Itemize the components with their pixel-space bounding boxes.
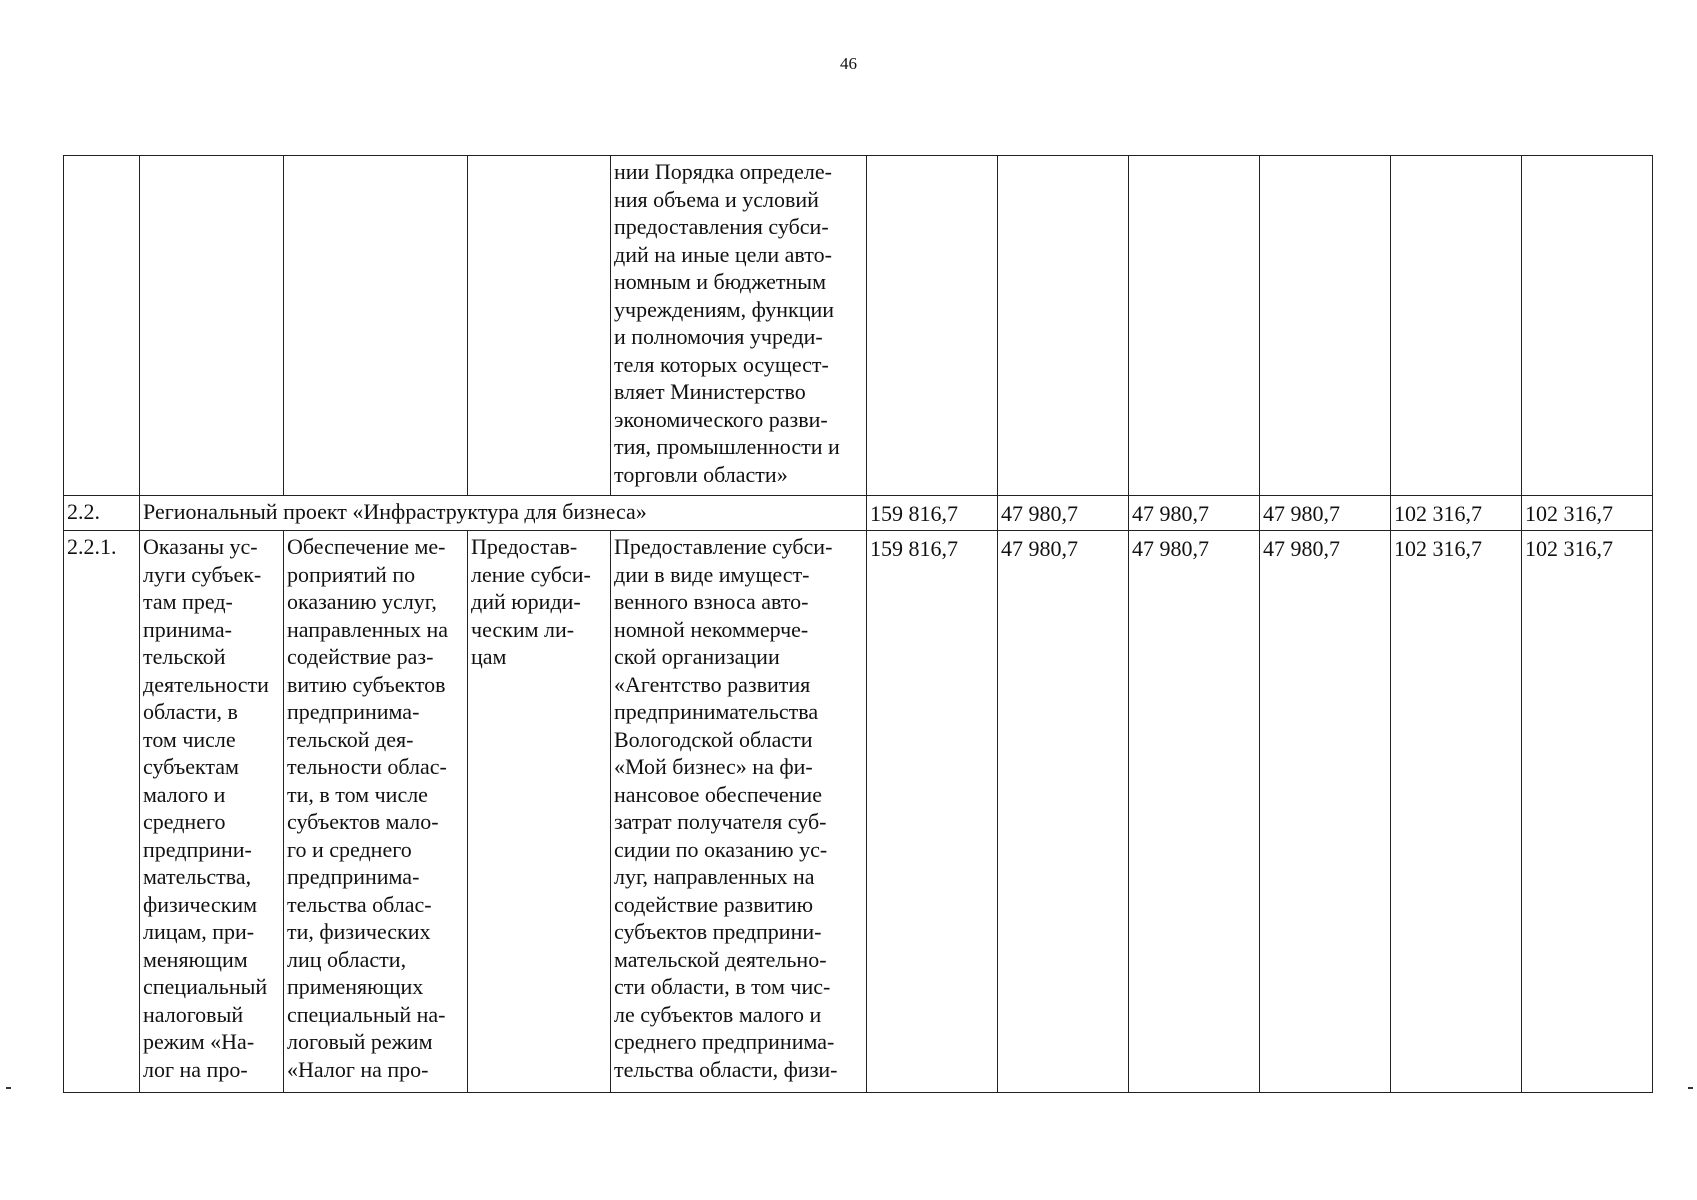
value-cell: 159 816,7 — [867, 496, 998, 531]
value-cell: 47 980,7 — [1260, 531, 1391, 1093]
continuation-text-cell: нии Порядка определе- ния объема и условий предоставления субси- дий на иные цели авто- номным и бюджетным учреждениям, функции и полномочия учреди- теля которых осущест- вляет Министерство экономического разви- тия, промышленности и торговли области» — [611, 156, 867, 496]
detail-row-2-2-1 — [64, 531, 1653, 1093]
value-cell: 47 980,7 — [998, 531, 1129, 1093]
scan-mark-left — [6, 1087, 11, 1089]
budget-table — [63, 155, 1653, 1093]
cell-empty — [140, 156, 284, 496]
cell-empty — [468, 156, 611, 496]
cell-empty — [284, 156, 468, 496]
value-cell: 47 980,7 — [1260, 496, 1391, 531]
value-cell: 47 980,7 — [1129, 496, 1260, 531]
value-cell: 159 816,7 — [867, 531, 998, 1093]
cell-empty — [1129, 156, 1260, 496]
cell-empty — [998, 156, 1129, 496]
row-number: 2.2.1. — [64, 531, 140, 1093]
value-cell: 47 980,7 — [1129, 531, 1260, 1093]
result-cell: Оказаны ус- луги субъек- там пред- принима- тельской деятельности области, в том числе субъектам малого и среднего предприни- мательства, физическим лицам, при- меняющим специальный налоговый режим «На- лог на про- — [140, 531, 284, 1093]
value-cell: 102 316,7 — [1522, 531, 1653, 1093]
cell-empty — [1260, 156, 1391, 496]
page-number: 46 — [840, 54, 857, 73]
continuation-row — [64, 156, 1653, 496]
value-cell: 102 316,7 — [1522, 496, 1653, 531]
cell-empty — [1391, 156, 1522, 496]
value-cell: 47 980,7 — [998, 496, 1129, 531]
value-cell: 102 316,7 — [1391, 531, 1522, 1093]
type-cell: Предостав- ление субси- дий юриди- ческим ли- цам — [468, 531, 611, 1093]
cell-empty — [867, 156, 998, 496]
scan-mark-right — [1688, 1087, 1693, 1089]
activity-cell: Обеспечение ме- роприятий по оказанию услуг, направленных на содействие раз- витию субъектов предпринима- тельской дея- тельности облас- ти, в том числе субъектов мало- го и среднего предпринима- тельства облас- ти, физических лиц области, применяющих специальный на- логовый режим «Налог на про- — [284, 531, 468, 1093]
cell-empty — [64, 156, 140, 496]
value-cell: 102 316,7 — [1391, 496, 1522, 531]
project-title: Региональный проект «Инфраструктура для бизнеса» — [140, 496, 867, 531]
project-row-2-2 — [64, 496, 1653, 531]
description-cell: Предоставление субси- дии в виде имущест- венного взноса авто- номной некоммерче- ской организации «Агентство развития предпринимательства Вологодской области «Мой бизнес» на фи- нансовое обеспечение затрат получателя суб- сидии по оказанию ус- луг, направленных на содействие развитию субъектов предприни- мательской деятельно- сти области, в том чис- ле субъектов малого и среднего предпринима- тельства области, физи- — [611, 531, 867, 1093]
row-number: 2.2. — [64, 496, 140, 531]
cell-empty — [1522, 156, 1653, 496]
